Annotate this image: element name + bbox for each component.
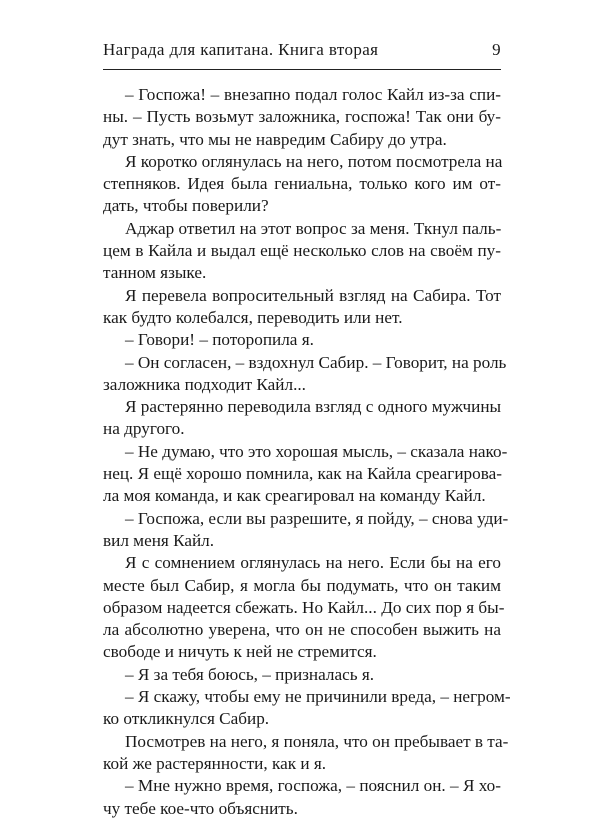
text-line: степняков. Идея была гениальна, только кого им от-	[103, 174, 501, 194]
text-line: Аджар ответил на этот вопрос за меня. Ткнул паль-	[125, 218, 502, 238]
paragraph	[103, 508, 509, 553]
text-line: Я перевела вопросительный взгляд на Сабира. Тот	[125, 285, 501, 305]
text-line: месте был Сабир, я могла бы подумать, что он таким	[103, 575, 501, 595]
text-line: вил меня Кайл.	[103, 530, 215, 550]
paragraph	[103, 664, 501, 686]
text-line: ны. – Пусть возьмут заложника, госпожа! Так они бу-	[103, 107, 501, 127]
paragraph	[103, 218, 501, 285]
book-title: Награда для капитана. Книга вторая	[103, 40, 379, 59]
paragraph	[103, 552, 505, 663]
paragraph	[103, 151, 501, 218]
text-line: танном языке.	[103, 263, 207, 283]
text-line: – Мне нужно время, госпожа, – пояснил он. – Я хо-	[125, 776, 501, 796]
text-line: цем в Кайла и выдал ещё несколько слов на своём пу-	[103, 241, 501, 261]
text-line: как будто колебался, переводить или нет.	[103, 307, 403, 327]
header-rule	[103, 69, 501, 70]
text-line: Я с сомнением оглянулась на него. Если бы на его	[125, 553, 501, 573]
paragraph	[103, 84, 501, 151]
text-line: ла моя команда, и как среагировал на команду Кайл.	[103, 486, 486, 506]
paragraph	[103, 329, 501, 351]
text-line: ла абсолютно уверена, что он не способен выжить на	[103, 620, 501, 640]
text-line: ко откликнулся Сабир.	[103, 709, 270, 729]
paragraph	[103, 775, 501, 820]
text-line: – Говори! – поторопила я.	[125, 330, 314, 350]
text-line: чу тебе кое-что объяснить.	[103, 798, 298, 818]
text-line: дать, чтобы поверили?	[103, 196, 269, 216]
text-line: – Госпожа! – внезапно подал голос Кайл из-за спи-	[125, 85, 501, 104]
text-line: на другого.	[103, 419, 185, 439]
paragraph	[103, 731, 509, 776]
running-head	[103, 40, 501, 64]
paragraph	[103, 285, 501, 330]
text-line: – Госпожа, если вы разрешите, я пойду, – снова уди-	[125, 508, 509, 528]
paragraph	[103, 352, 507, 397]
text-line: – Он согласен, – вздохнул Сабир. – Говорит, на роль	[125, 352, 507, 372]
paragraph	[103, 686, 511, 731]
text-line: Я растерянно переводила взгляд с одного мужчины	[125, 397, 502, 417]
text-line: свободе и ничуть к ней не стремится.	[103, 642, 377, 662]
text-line: заложника подходит Кайл...	[103, 374, 306, 394]
text-line: нец. Я ещё хорошо помнила, как на Кайла среагирова-	[103, 464, 502, 484]
text-line: – Не думаю, что это хорошая мысль, – сказала нако-	[125, 441, 508, 461]
text-line: Посмотрев на него, я поняла, что он пребывает в та-	[125, 731, 509, 751]
text-line: Я коротко оглянулась на него, потом посмотрела на	[125, 151, 503, 171]
text-line: образом надеется сбежать. Но Кайл... До сих пор я бы-	[103, 597, 505, 617]
page-number: 9	[492, 40, 501, 59]
body-text	[103, 84, 511, 820]
text-line: дут знать, что мы не навредим Сабиру до утра.	[103, 129, 447, 149]
text-line: – Я за тебя боюсь, – призналась я.	[125, 664, 375, 684]
text-line: – Я скажу, чтобы ему не причинили вреда, – негром-	[125, 687, 511, 707]
text-line: кой же растерянности, как и я.	[103, 753, 327, 773]
paragraph	[103, 441, 508, 508]
paragraph	[103, 396, 501, 441]
